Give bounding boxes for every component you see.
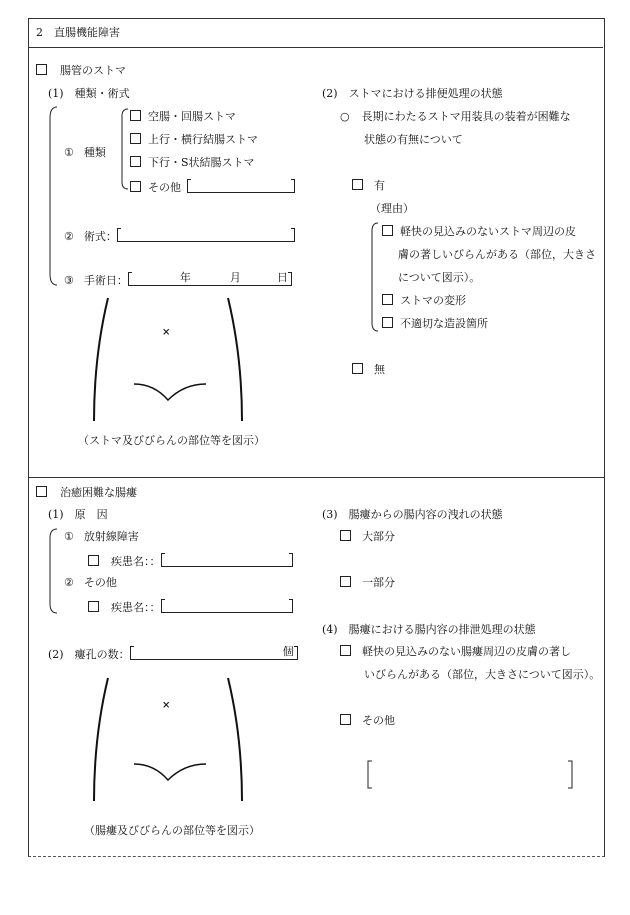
leak-option-most[interactable] xyxy=(340,530,395,544)
fistula-count-row xyxy=(48,646,298,662)
type-other-field[interactable] xyxy=(191,180,291,193)
bracket-right xyxy=(291,179,295,193)
count-heading: (2) 瘻孔の数： xyxy=(48,648,130,661)
fistula-heading: 治癒困難な腸瘻 xyxy=(60,486,137,499)
drain-heading: (4) 腸瘻における腸内容の排泄処理の状態 xyxy=(322,623,536,636)
reason-text: について図示）。 xyxy=(398,271,481,284)
cause2-disease-row[interactable] xyxy=(88,599,293,615)
disease-field[interactable] xyxy=(165,600,289,613)
drain-checkbox[interactable] xyxy=(340,645,351,656)
disease-label: 疾患名：： xyxy=(111,601,161,614)
page-title: 2 直腸機能障害 xyxy=(36,26,120,39)
bracket-right xyxy=(294,646,298,660)
drain-text: 軽快の見込みのない腸瘻周辺の皮膚の著し xyxy=(362,645,571,658)
type-option-other[interactable] xyxy=(130,179,295,195)
no-label: 無 xyxy=(374,363,385,376)
reason-text: ストマの変形 xyxy=(400,294,466,307)
type-option-colon-lower[interactable] xyxy=(130,156,255,170)
cause1-num: ① xyxy=(64,530,74,543)
cause2-label: その他 xyxy=(83,576,117,589)
reason-checkbox[interactable] xyxy=(382,294,393,305)
date-field[interactable] xyxy=(132,273,288,286)
leak-option-label: 大部分 xyxy=(362,530,395,543)
reason-option-erosion[interactable] xyxy=(382,225,576,239)
stoma-checkbox[interactable] xyxy=(36,64,47,75)
leak-heading: (3) 腸瘻からの腸内容の洩れの状態 xyxy=(322,508,503,521)
date-row xyxy=(64,272,292,288)
cause-bracket xyxy=(48,528,58,614)
fistula-site-marker: × xyxy=(162,700,171,711)
yes-checkbox[interactable] xyxy=(352,179,363,190)
surgery-row xyxy=(64,228,295,244)
bracket-right xyxy=(289,553,293,567)
type-option-jejunum[interactable] xyxy=(130,110,236,124)
cause2-num: ② xyxy=(64,576,74,589)
date-year: 年 xyxy=(179,271,191,284)
date-month: 月 xyxy=(229,271,241,284)
drain-checkbox[interactable] xyxy=(340,714,351,725)
handling-bullet: ○ xyxy=(340,110,350,123)
type-options-bracket xyxy=(119,108,129,190)
reasons-bracket xyxy=(369,222,379,332)
cause1-row xyxy=(64,530,139,544)
leak-option-partial[interactable] xyxy=(340,576,395,590)
drain-text: いびらんがある（部位，大きさについて図示）。 xyxy=(364,668,601,681)
surgery-label: 術式： xyxy=(83,230,117,243)
disease-checkbox[interactable] xyxy=(88,555,99,566)
handling-heading: (2) ストマにおける排便処理の状態 xyxy=(322,87,503,100)
handling-question-line2: 状態の有無について xyxy=(364,133,463,146)
bracket-right xyxy=(289,599,293,613)
stoma-diagram-caption: （ストマ及びびらんの部位等を図示） xyxy=(78,434,265,447)
disease-field[interactable] xyxy=(165,554,289,567)
reason-option-deformity[interactable] xyxy=(382,294,466,308)
reason-label: （理由） xyxy=(370,202,414,215)
bracket-right xyxy=(288,272,292,286)
type-option-label: 下行・S状結腸ストマ xyxy=(148,156,255,169)
leak-option-label: 一部分 xyxy=(362,576,395,589)
type-option-label: 空腸・回腸ストマ xyxy=(148,110,236,123)
type-option-checkbox[interactable] xyxy=(130,110,141,121)
surgery-num: ② xyxy=(64,230,74,243)
drain-other-field[interactable] xyxy=(366,760,576,790)
count-unit: 個 xyxy=(282,645,294,658)
no-checkbox[interactable] xyxy=(352,363,363,374)
type-row-label xyxy=(64,146,106,160)
type-option-checkbox[interactable] xyxy=(130,181,141,192)
fistula-checkbox[interactable] xyxy=(36,486,47,497)
fistula-body-diagram[interactable] xyxy=(88,676,248,806)
leak-checkbox[interactable] xyxy=(340,576,351,587)
cause1-disease-row[interactable] xyxy=(88,553,293,569)
type-option-label: 上行・横行結腸ストマ xyxy=(148,133,258,146)
handling-question-line1: 長期にわたるストマ用装具の装着が困難な xyxy=(361,110,571,123)
date-day: 日 xyxy=(276,271,288,284)
handling-no-option[interactable] xyxy=(352,363,385,377)
reason-checkbox[interactable] xyxy=(382,317,393,328)
header-divider xyxy=(28,47,603,48)
drain-other-label: その他 xyxy=(362,714,395,727)
cause-heading: (1) 原 因 xyxy=(48,508,108,521)
handling-question-row xyxy=(340,110,571,124)
type-label: 種類 xyxy=(83,146,106,159)
leak-checkbox[interactable] xyxy=(340,530,351,541)
fistula-heading-row xyxy=(36,486,137,500)
handling-yes-option[interactable] xyxy=(352,179,385,193)
stoma-heading: 腸管のストマ xyxy=(60,64,126,77)
types-bracket xyxy=(48,106,58,286)
disease-checkbox[interactable] xyxy=(88,601,99,612)
drain-option-other[interactable] xyxy=(340,714,395,728)
type-num: ① xyxy=(64,146,74,159)
disease-label: 疾患名：： xyxy=(111,555,161,568)
reason-text: 膚の著しいびらんがある（部位，大きさ xyxy=(398,248,596,261)
bracket-right xyxy=(291,228,295,242)
stoma-site-marker: × xyxy=(162,327,171,338)
date-num: ③ xyxy=(64,274,74,287)
type-option-checkbox[interactable] xyxy=(130,133,141,144)
cause2-row xyxy=(64,576,117,590)
reason-text: 軽快の見込みのないストマ周辺の皮 xyxy=(400,225,576,238)
type-option-checkbox[interactable] xyxy=(130,156,141,167)
drain-option-erosion[interactable] xyxy=(340,645,571,659)
stoma-heading-row xyxy=(36,64,126,78)
reason-option-placement[interactable] xyxy=(382,317,488,331)
cause1-label: 放射線障害 xyxy=(83,530,139,543)
types-heading: (1) 種類・術式 xyxy=(48,87,130,100)
reason-text: 不適切な造設箇所 xyxy=(400,317,488,330)
reason-checkbox[interactable] xyxy=(382,225,393,236)
count-field[interactable] xyxy=(134,647,294,660)
date-label: 手術日： xyxy=(83,274,128,287)
yes-label: 有 xyxy=(374,179,385,192)
type-option-colon-upper[interactable] xyxy=(130,133,258,147)
type-option-label: その他 xyxy=(148,181,181,194)
surgery-field[interactable] xyxy=(121,229,291,242)
stoma-body-diagram[interactable] xyxy=(88,296,248,426)
fistula-diagram-caption: （腸瘻及びびらんの部位等を図示） xyxy=(84,824,260,837)
